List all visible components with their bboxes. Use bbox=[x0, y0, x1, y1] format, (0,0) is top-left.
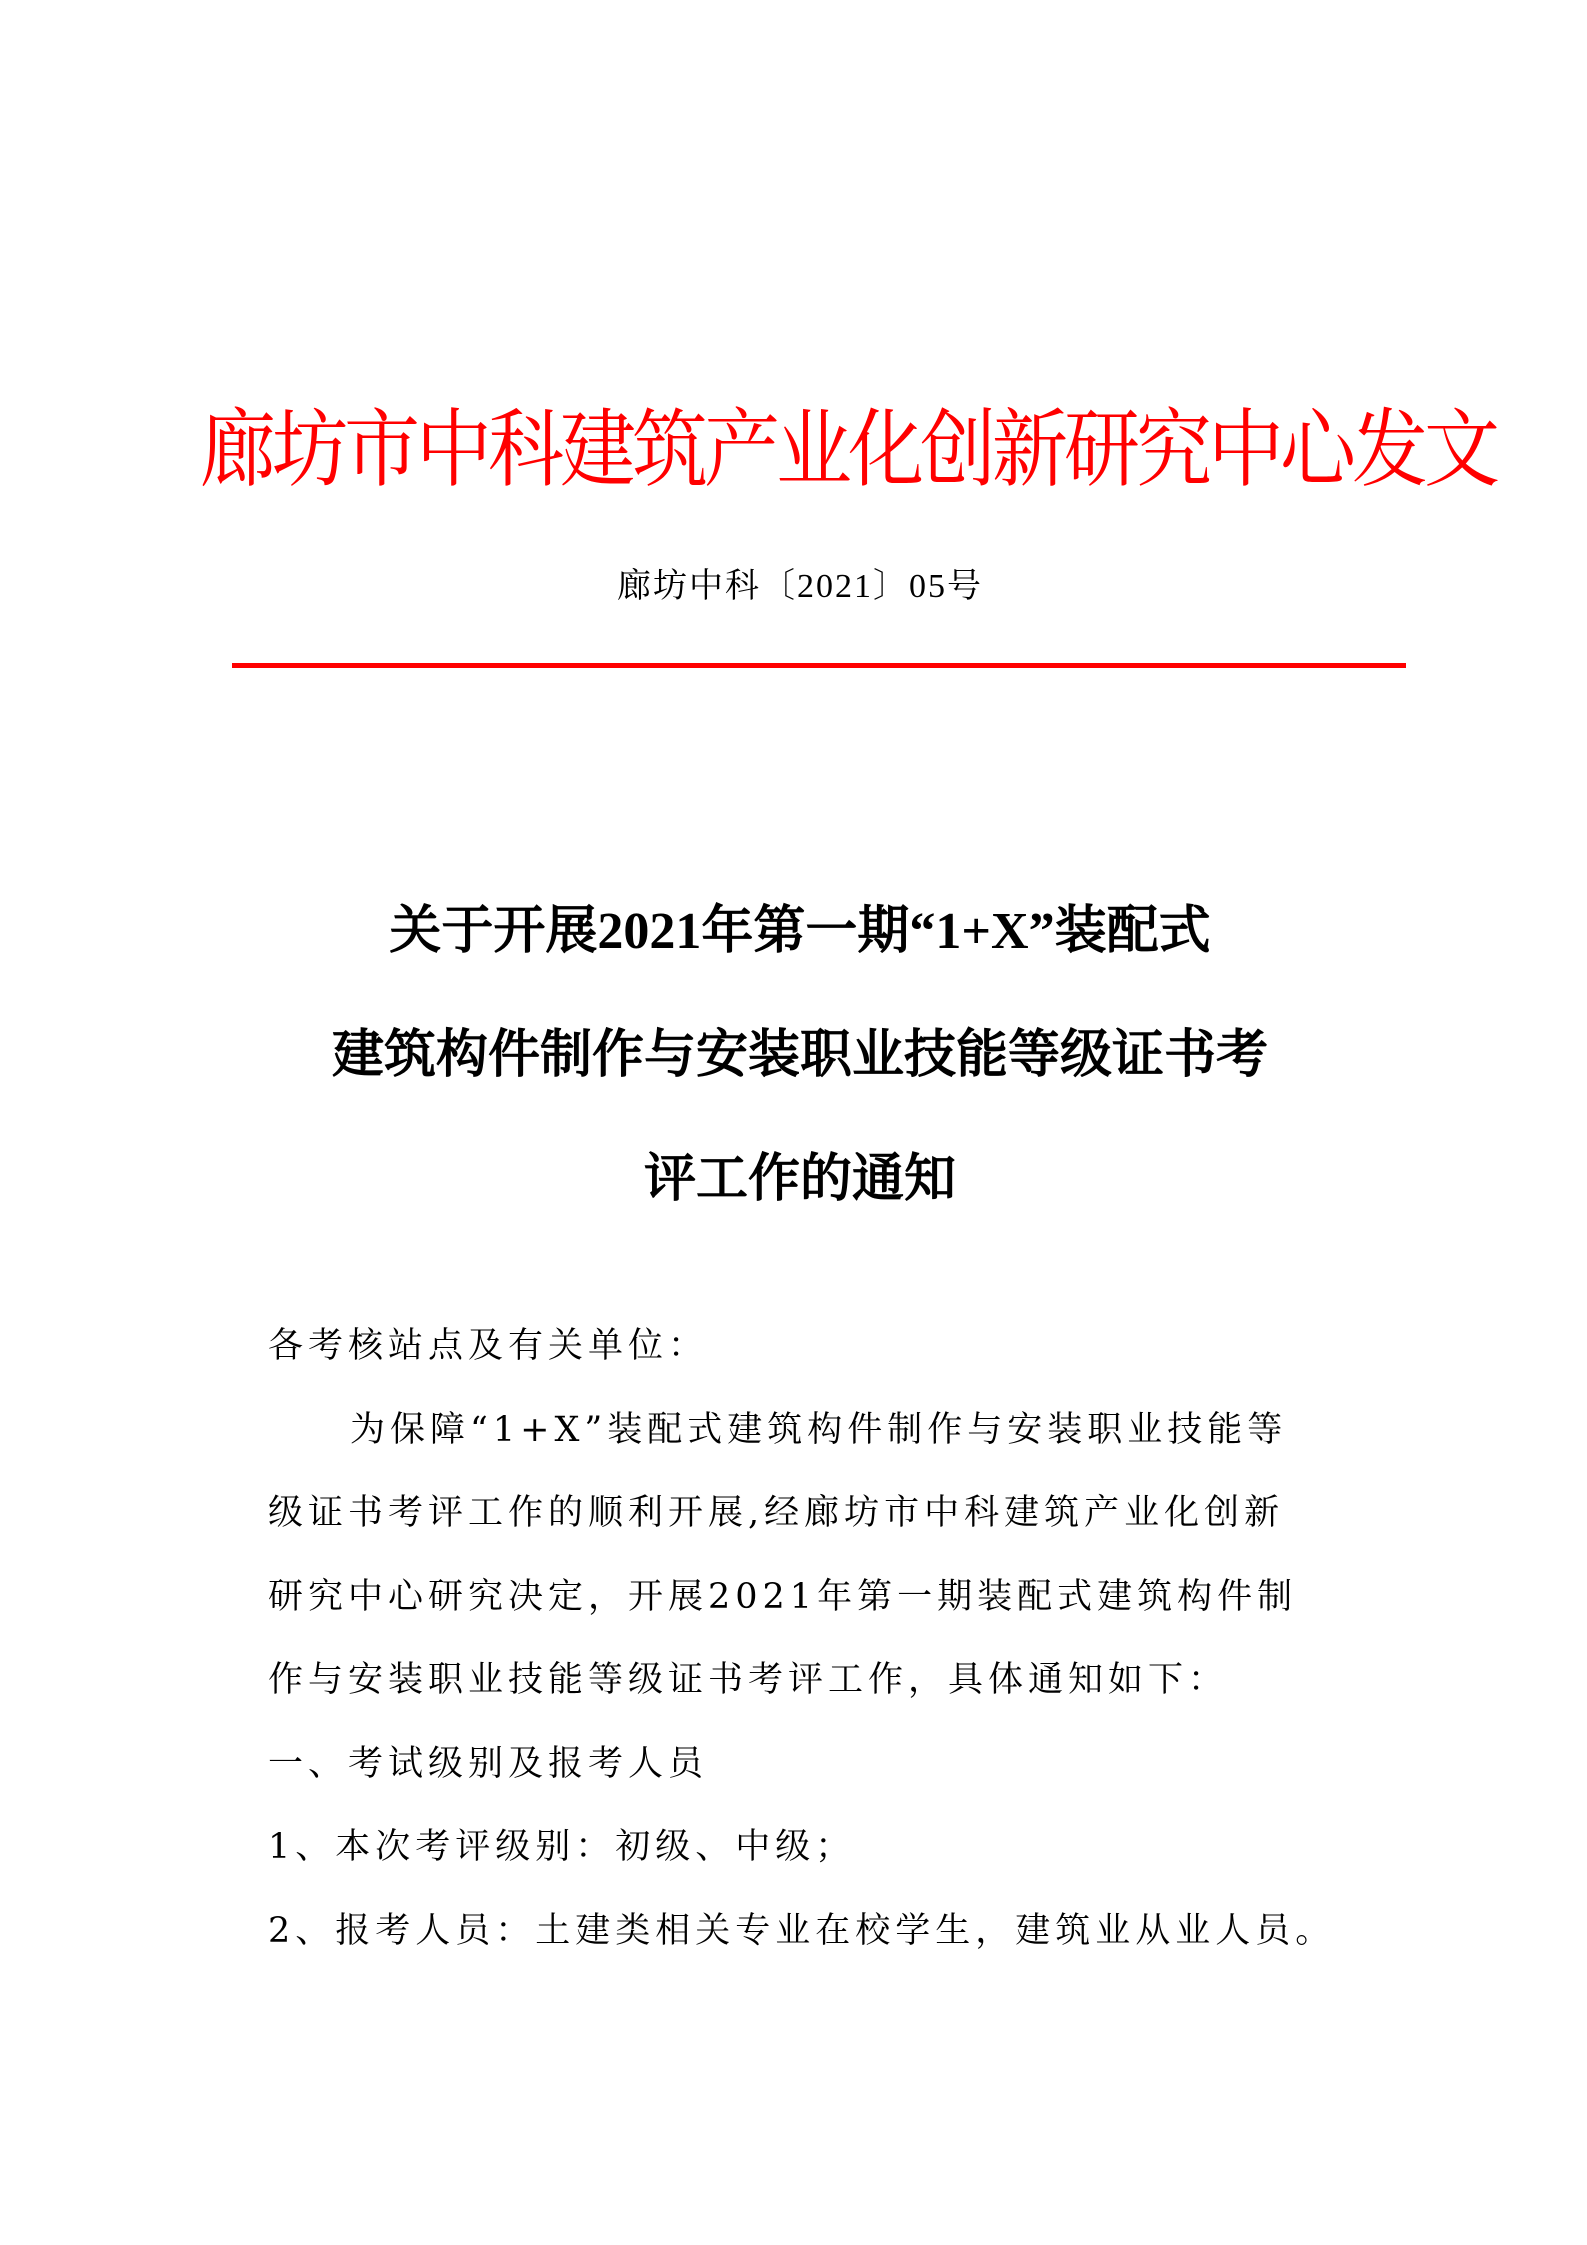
intro-paragraph-line: 级证书考评工作的顺利开展,经廊坊市中科建筑产业化创新 bbox=[268, 1493, 1285, 1533]
section-item: 1、本次考评级别：初级、中级； bbox=[268, 1827, 856, 1867]
salutation: 各考核站点及有关单位： bbox=[268, 1326, 709, 1366]
intro-paragraph-line: 为保障“1+X”装配式建筑构件制作与安装职业技能等 bbox=[350, 1409, 1288, 1450]
document-body bbox=[268, 1305, 1358, 1973]
intro-paragraph-line: 研究中心研究决定，开展2021年第一期装配式建筑构件制 bbox=[268, 1576, 1298, 1617]
intro-paragraph-line: 作与安装职业技能等级证书考评工作，具体通知如下： bbox=[268, 1660, 1229, 1700]
document-number: 廊坊中科〔2021〕05号 bbox=[617, 568, 983, 605]
document-title bbox=[200, 870, 1400, 1242]
title-line: 关于开展2021年第一期“1+X”装配式 bbox=[389, 903, 1211, 960]
red-divider-line bbox=[232, 663, 1406, 668]
issuer-heading: 廊坊市中科建筑产业化创新研究中心发文 bbox=[200, 403, 1496, 499]
section-item: 2、报考人员：土建类相关专业在校学生，建筑业从业人员。 bbox=[268, 1910, 1336, 1951]
title-line: 建筑构件制作与安装职业技能等级证书考 bbox=[331, 1027, 1268, 1084]
title-line: 评工作的通知 bbox=[643, 1151, 956, 1208]
section-heading: 一、考试级别及报考人员 bbox=[268, 1743, 709, 1784]
